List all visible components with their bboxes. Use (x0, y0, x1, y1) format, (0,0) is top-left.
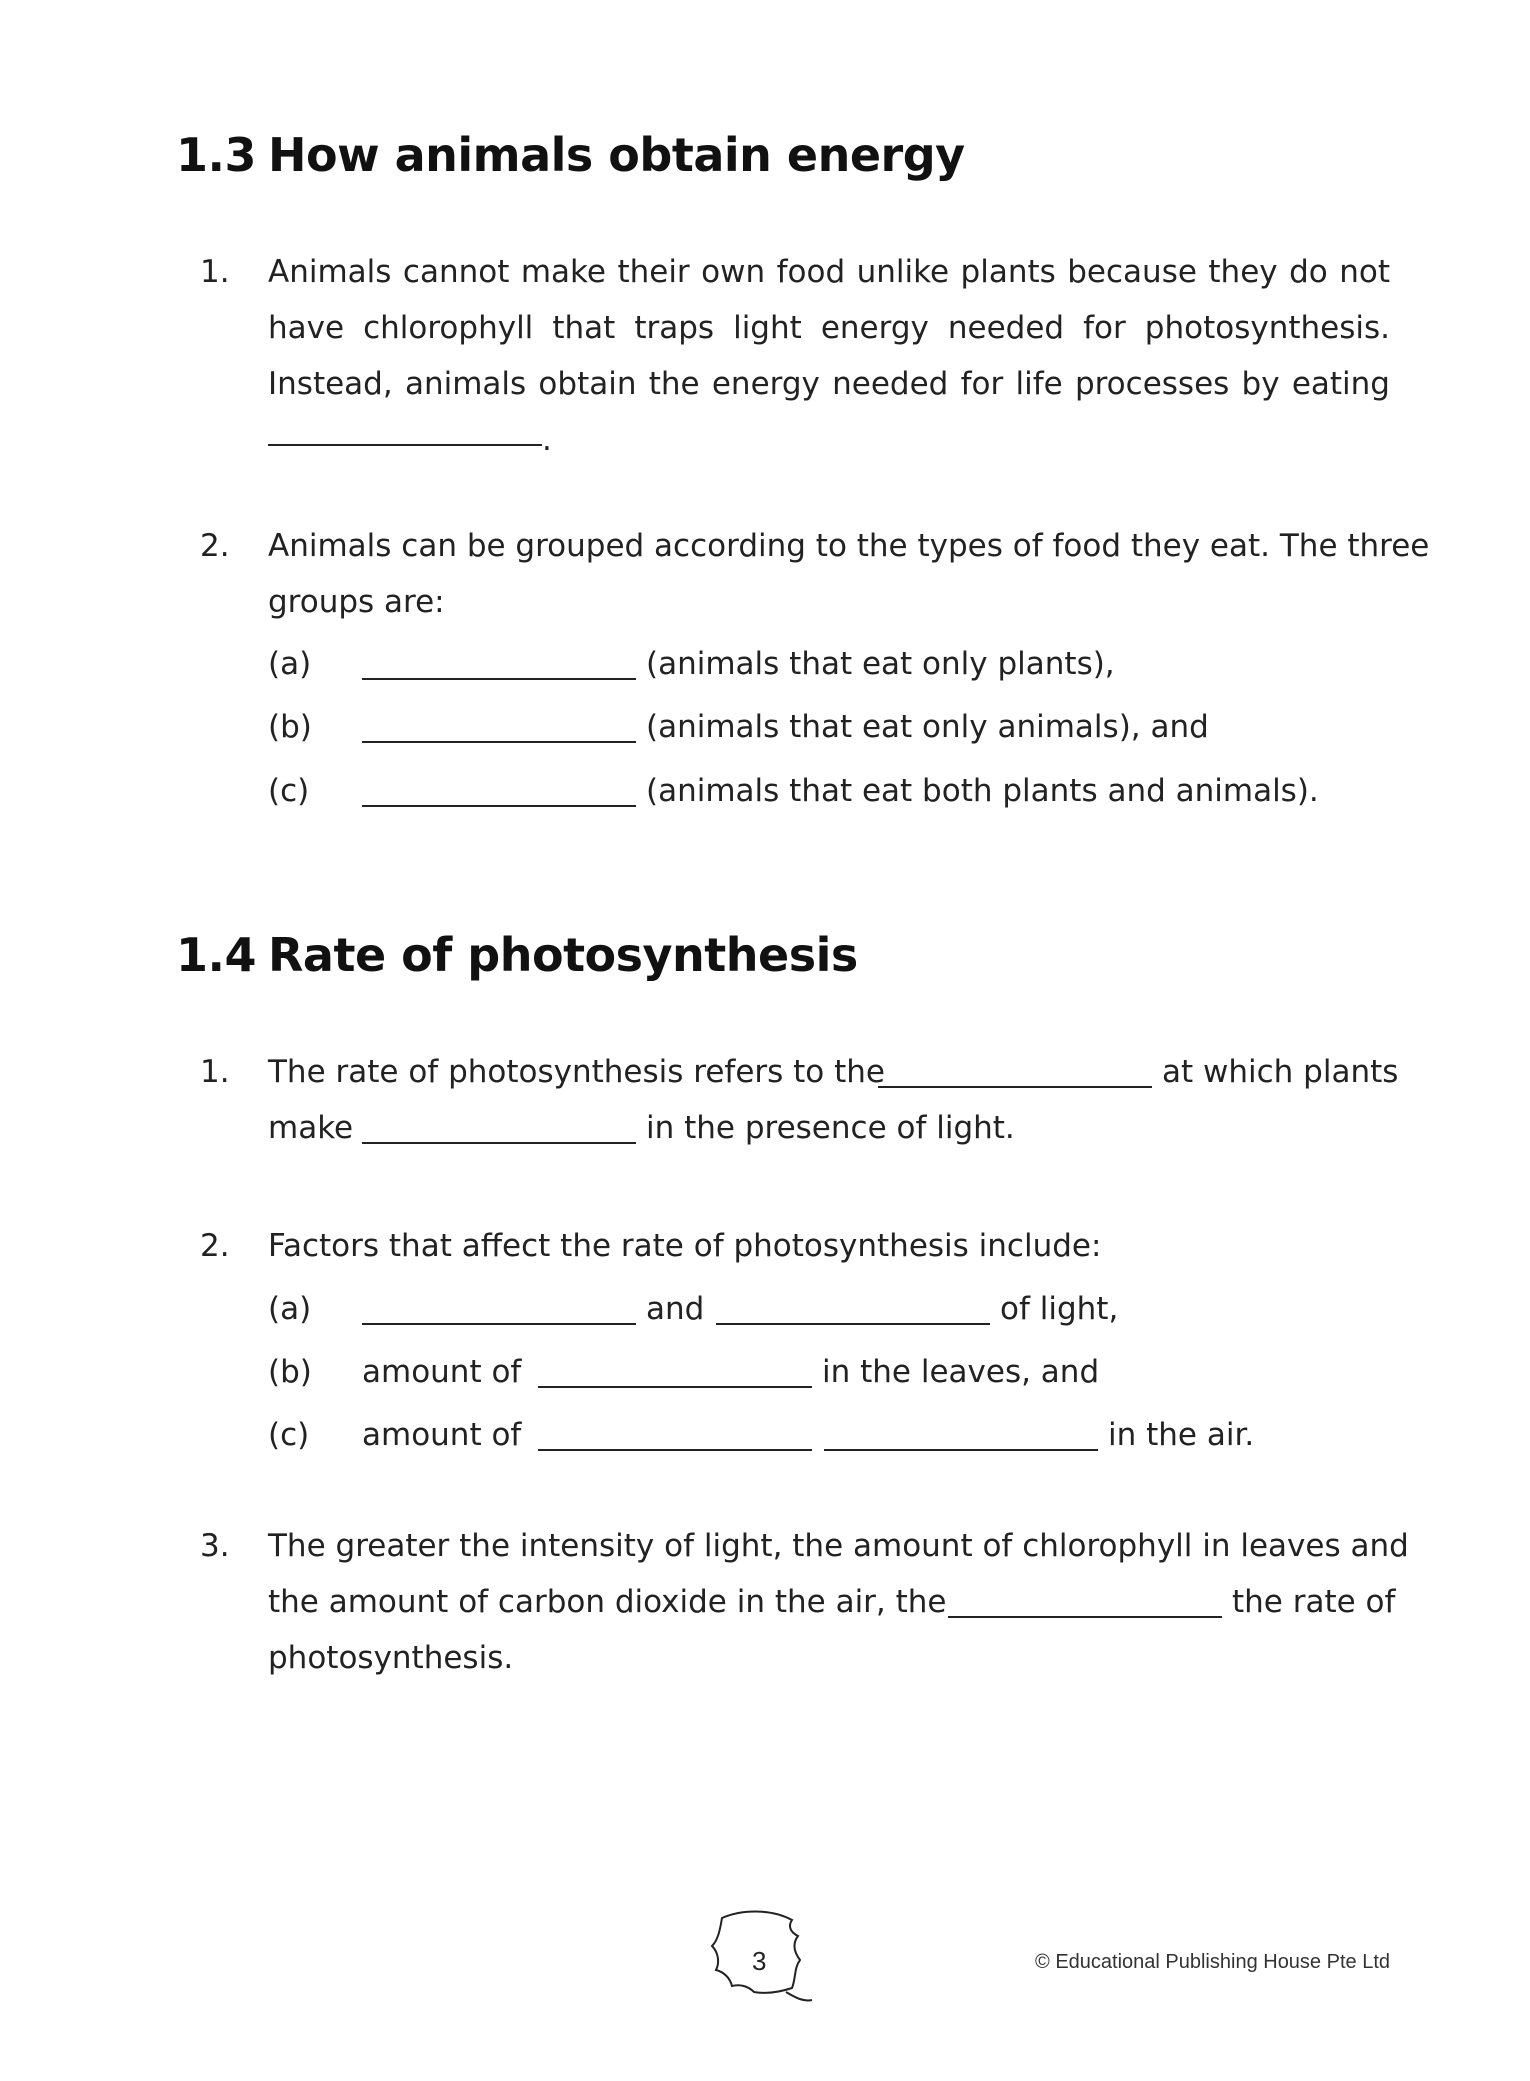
item-text: (animals that eat only plants), (646, 646, 1115, 682)
question-number: 1. (200, 254, 230, 290)
question-text: make (268, 1110, 354, 1146)
question-text-line: Animals cannot make their own food unlike plants because they do not (268, 254, 1390, 290)
answer-blank[interactable] (716, 1323, 990, 1325)
question-number: 1. (200, 1054, 230, 1090)
item-text: in the leaves, and (822, 1354, 1100, 1390)
copyright-notice: © Educational Publishing House Pte Ltd (1035, 1951, 1390, 1973)
leaf-icon (700, 1900, 820, 2010)
question-text: in the presence of light. (646, 1110, 1015, 1146)
answer-blank[interactable] (948, 1616, 1222, 1618)
question-text-line: Instead, animals obtain the energy needed for life processes by eating (268, 366, 1390, 402)
question-text-line: Animals can be grouped according to the types of food they eat. The three (268, 528, 1430, 564)
item-label: (c) (268, 1417, 310, 1453)
question-text-line: groups are: (268, 584, 445, 620)
question-text-line: have chlorophyll that traps light energy needed for photosynthesis. (268, 310, 1390, 346)
section-title: Rate of photosynthesis (268, 928, 858, 982)
item-text: and (646, 1291, 705, 1327)
item-label: (b) (268, 1354, 312, 1390)
answer-blank[interactable] (362, 678, 636, 680)
item-text: (animals that eat only animals), and (646, 709, 1209, 745)
question-number: 2. (200, 1228, 230, 1264)
answer-blank[interactable] (824, 1449, 1098, 1451)
question-text: the rate of (1232, 1584, 1396, 1620)
section-number: 1.3 (176, 128, 256, 182)
question-text: Factors that affect the rate of photosynthesis include: (268, 1228, 1102, 1264)
item-label: (a) (268, 1291, 312, 1327)
question-text: the amount of carbon dioxide in the air, the (268, 1584, 947, 1620)
question-text-line: The greater the intensity of light, the amount of chlorophyll in leaves and (268, 1528, 1409, 1564)
answer-blank[interactable] (362, 741, 636, 743)
item-text: of light, (1000, 1291, 1119, 1327)
answer-blank[interactable] (538, 1449, 812, 1451)
item-label: (b) (268, 709, 312, 745)
question-number: 3. (200, 1528, 230, 1564)
item-text: (animals that eat both plants and animals). (646, 773, 1319, 809)
item-label: (c) (268, 773, 310, 809)
period: . (542, 422, 552, 458)
question-text: The rate of photosynthesis refers to the (268, 1054, 885, 1090)
item-text: in the air. (1108, 1417, 1255, 1453)
answer-blank[interactable] (362, 1323, 636, 1325)
item-label: (a) (268, 646, 312, 682)
section-title: How animals obtain energy (268, 128, 965, 182)
question-text: photosynthesis. (268, 1640, 514, 1676)
section-heading-1-4 (176, 928, 858, 982)
answer-blank[interactable] (362, 1142, 636, 1144)
leaf-page-number (700, 1900, 820, 2010)
question-text: at which plants (1162, 1054, 1399, 1090)
answer-blank[interactable] (538, 1386, 812, 1388)
answer-blank[interactable] (878, 1086, 1152, 1088)
page-number: 3 (752, 1946, 767, 1976)
item-text: amount of (362, 1354, 522, 1390)
item-text: amount of (362, 1417, 522, 1453)
section-number: 1.4 (176, 928, 256, 982)
answer-blank[interactable] (268, 444, 542, 446)
question-number: 2. (200, 528, 230, 564)
answer-blank[interactable] (362, 805, 636, 807)
section-heading-1-3 (176, 128, 965, 182)
